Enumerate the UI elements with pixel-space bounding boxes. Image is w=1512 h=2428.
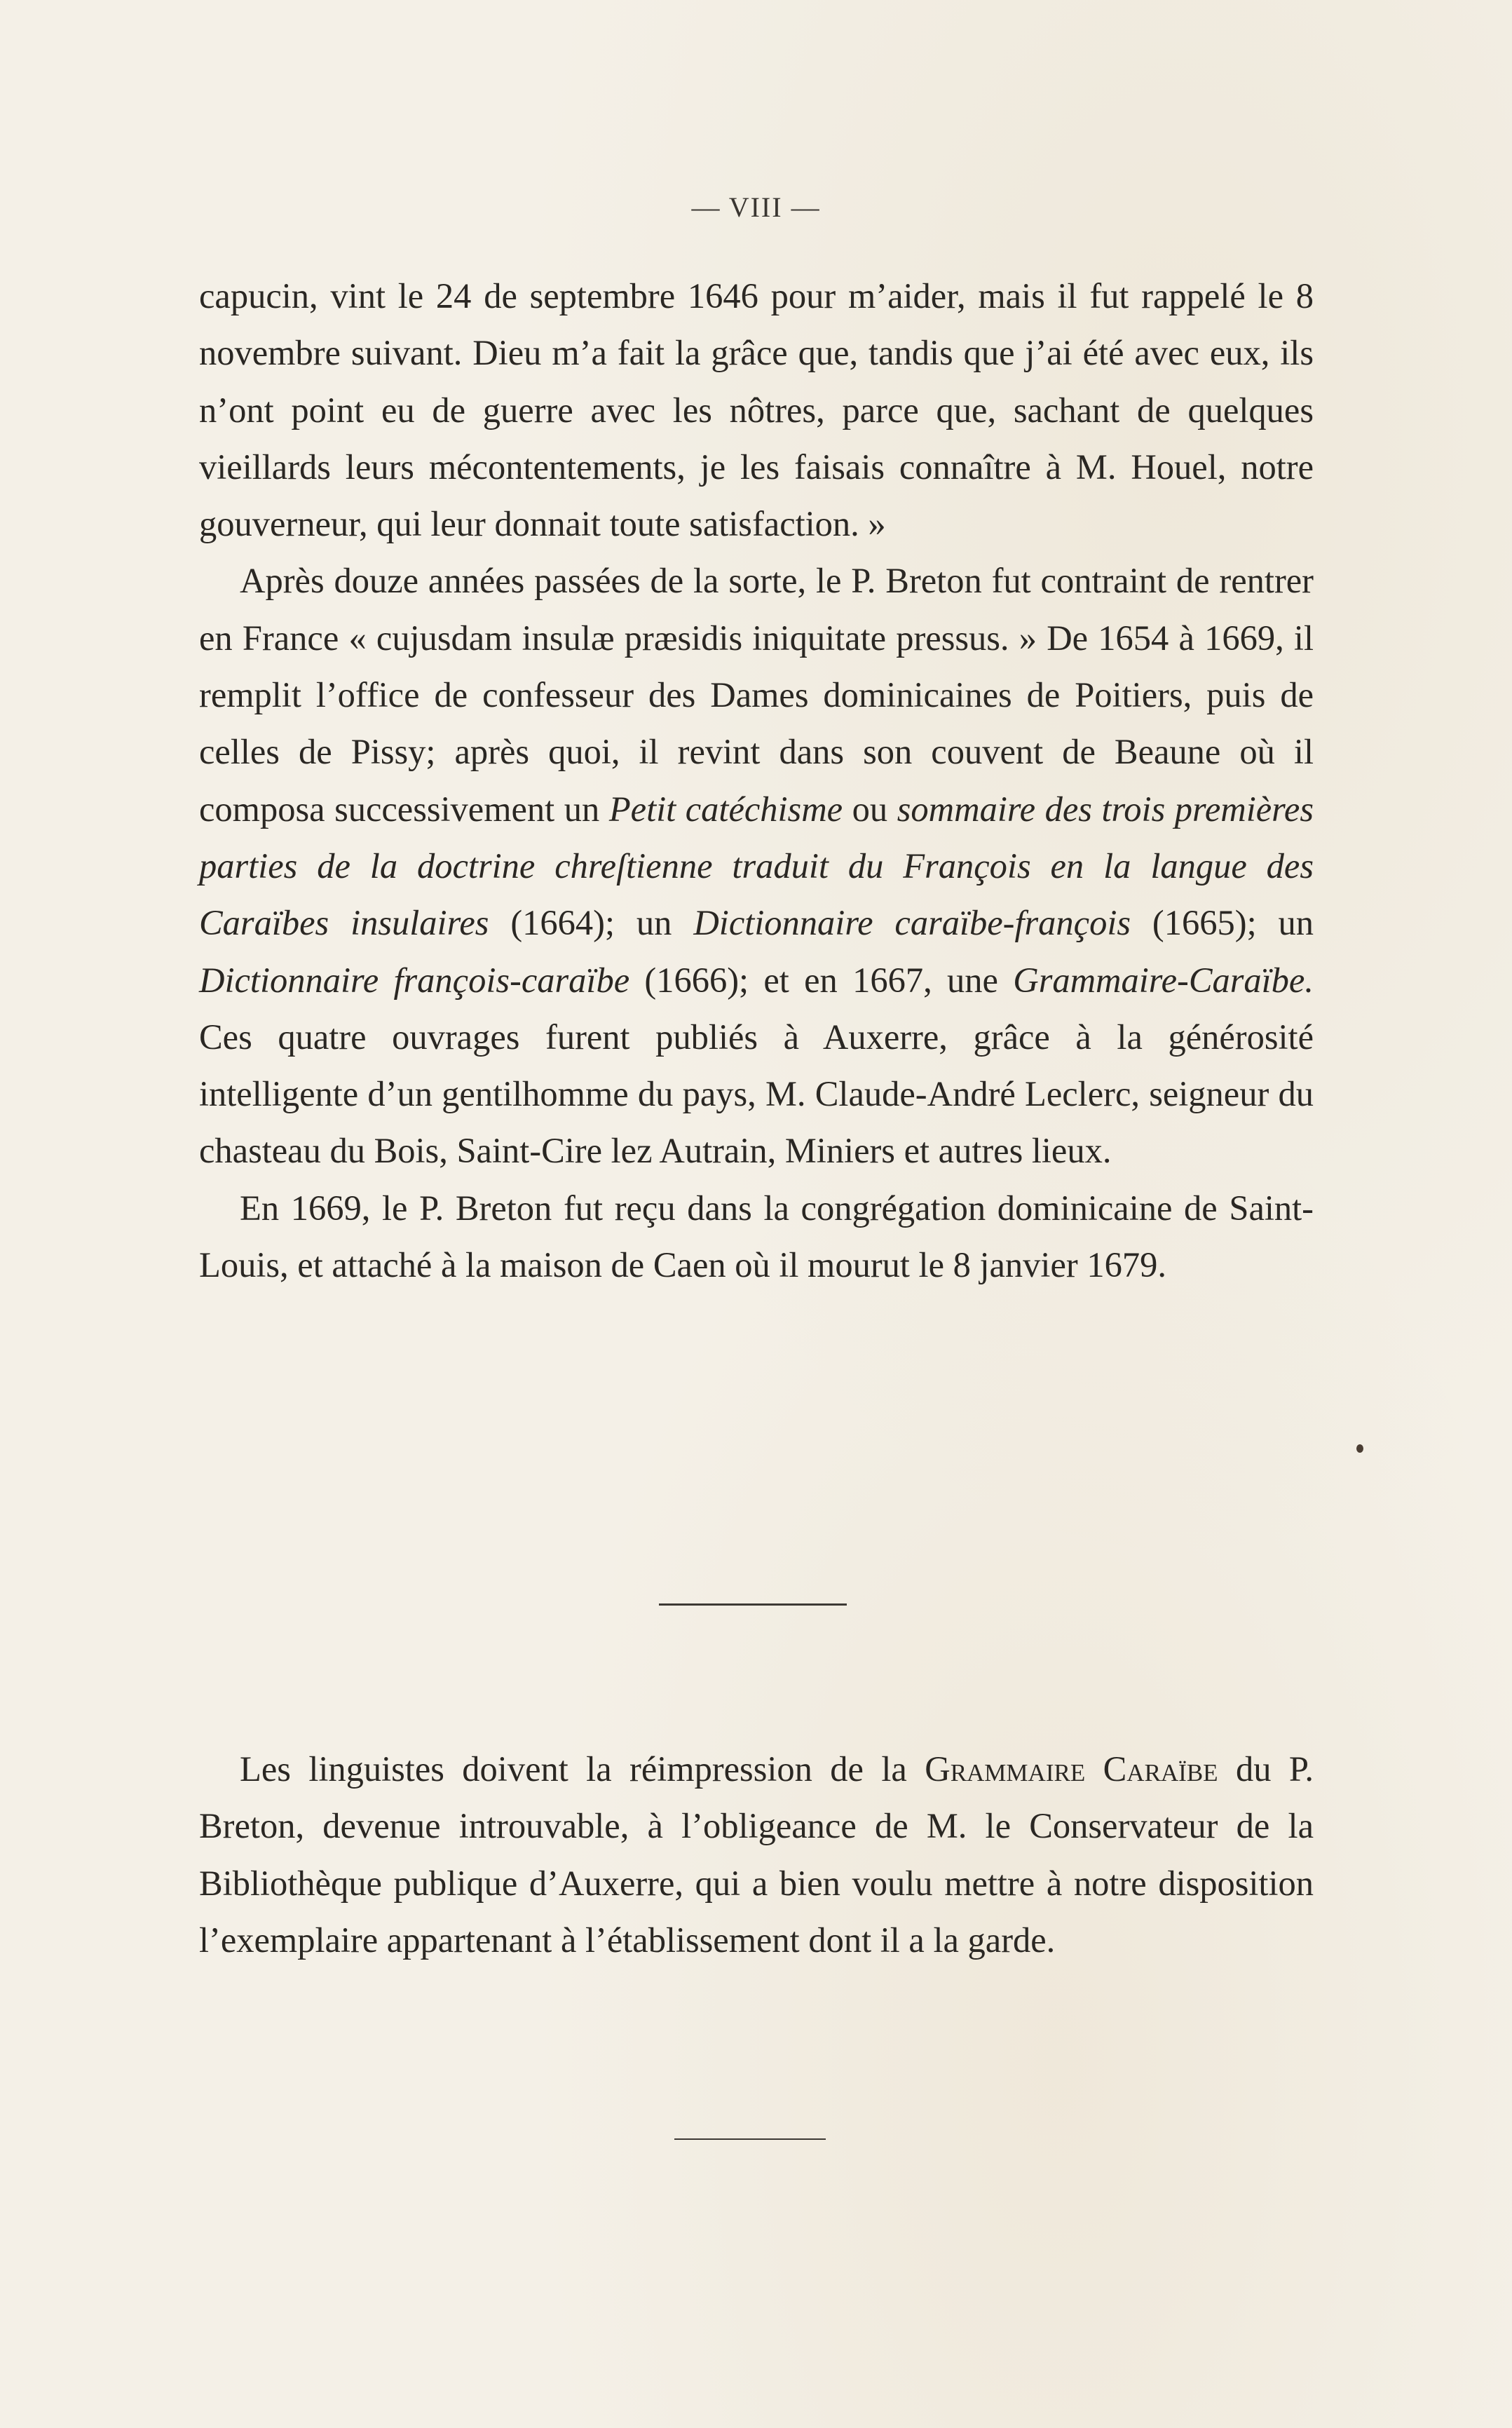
main-text-block [199, 268, 1314, 1294]
paragraph-breton-works [199, 552, 1314, 1179]
italic-title-sommaire: sommaire des trois premières parties de la doctrine chreſtienne traduit du François en la langue des Caraïbes insulaires [199, 789, 1314, 943]
italic-title-dictionnaire-francois-caraibe: Dictionnaire françois-caraïbe [199, 960, 630, 1000]
text-span: (1666); et en 1667, une [629, 960, 1014, 1000]
text-span: du P. Breton, devenue introuvable, à l’obligeance de M. le Conservateur de la Bibliothèque publique d’Auxerre, qui a bien voulu mettre à notre disposition l’exemplaire appartenant à l’établissement dont il a la garde. [199, 1749, 1314, 1960]
paragraph-breton-death: En 1669, le P. Breton fut reçu dans la congrégation dominicaine de Saint-Louis, et attaché à la maison de Caen où il mourut le 8 janvier 1679. [199, 1188, 1314, 1285]
acknowledgement-block [199, 1741, 1314, 1969]
text-span: (1665); un [1131, 903, 1314, 943]
italic-title-dictionnaire-caraibe-francois: Dictionnaire caraïbe-françois [693, 903, 1131, 943]
text-span: (1664); un [489, 903, 694, 943]
page-number: — VIII — [691, 191, 821, 223]
text-span: Ces quatre ouvrages furent publiés à Auxerre, grâce à la générosité intelligente d’un gentilhomme du pays, M. Claude-André Leclerc, seigneur du chasteau du Bois, Saint-Cire lez Autrain, Miniers et autres lieux. [199, 1017, 1314, 1171]
section-divider [659, 1603, 847, 1606]
text-span: Après douze années passées de la sorte, le P. Breton fut contraint de rentrer en France « cujusdam insulæ præsidis iniquitate pressus. » De 1654 à 1669, il remplit l’office de confesseur des Dames dominicaines de Poitiers, puis de celles de Pissy; après quoi, il revint dans son couvent de Beaune où il composa successivement un [199, 561, 1314, 829]
text-span: Les linguistes doivent la réimpression de la [240, 1749, 925, 1789]
small-caps-grammaire-caraibe: Grammaire Caraïbe [925, 1749, 1218, 1789]
ink-spot [1356, 1444, 1363, 1453]
italic-title-grammaire-caraibe: Grammaire-Caraïbe. [1013, 960, 1314, 1000]
paragraph-acknowledgement [199, 1741, 1314, 1969]
end-divider [674, 2138, 826, 2140]
paragraph-quote-end: capucin, vint le 24 de septembre 1646 pour m’aider, mais il fut rappelé le 8 novembre suivant. Dieu m’a fait la grâce que, tandis que j’ai été avec eux, ils n’ont point eu de guerre avec les nôtres, parce que, sachant de quelques vieillards leurs mécontentements, je les faisais connaître à M. Houel, notre gouverneur, qui leur donnait toute satisfaction. » [199, 276, 1314, 544]
text-span: ou [843, 789, 897, 829]
italic-title-petit-catechisme: Petit catéchisme [608, 789, 843, 829]
